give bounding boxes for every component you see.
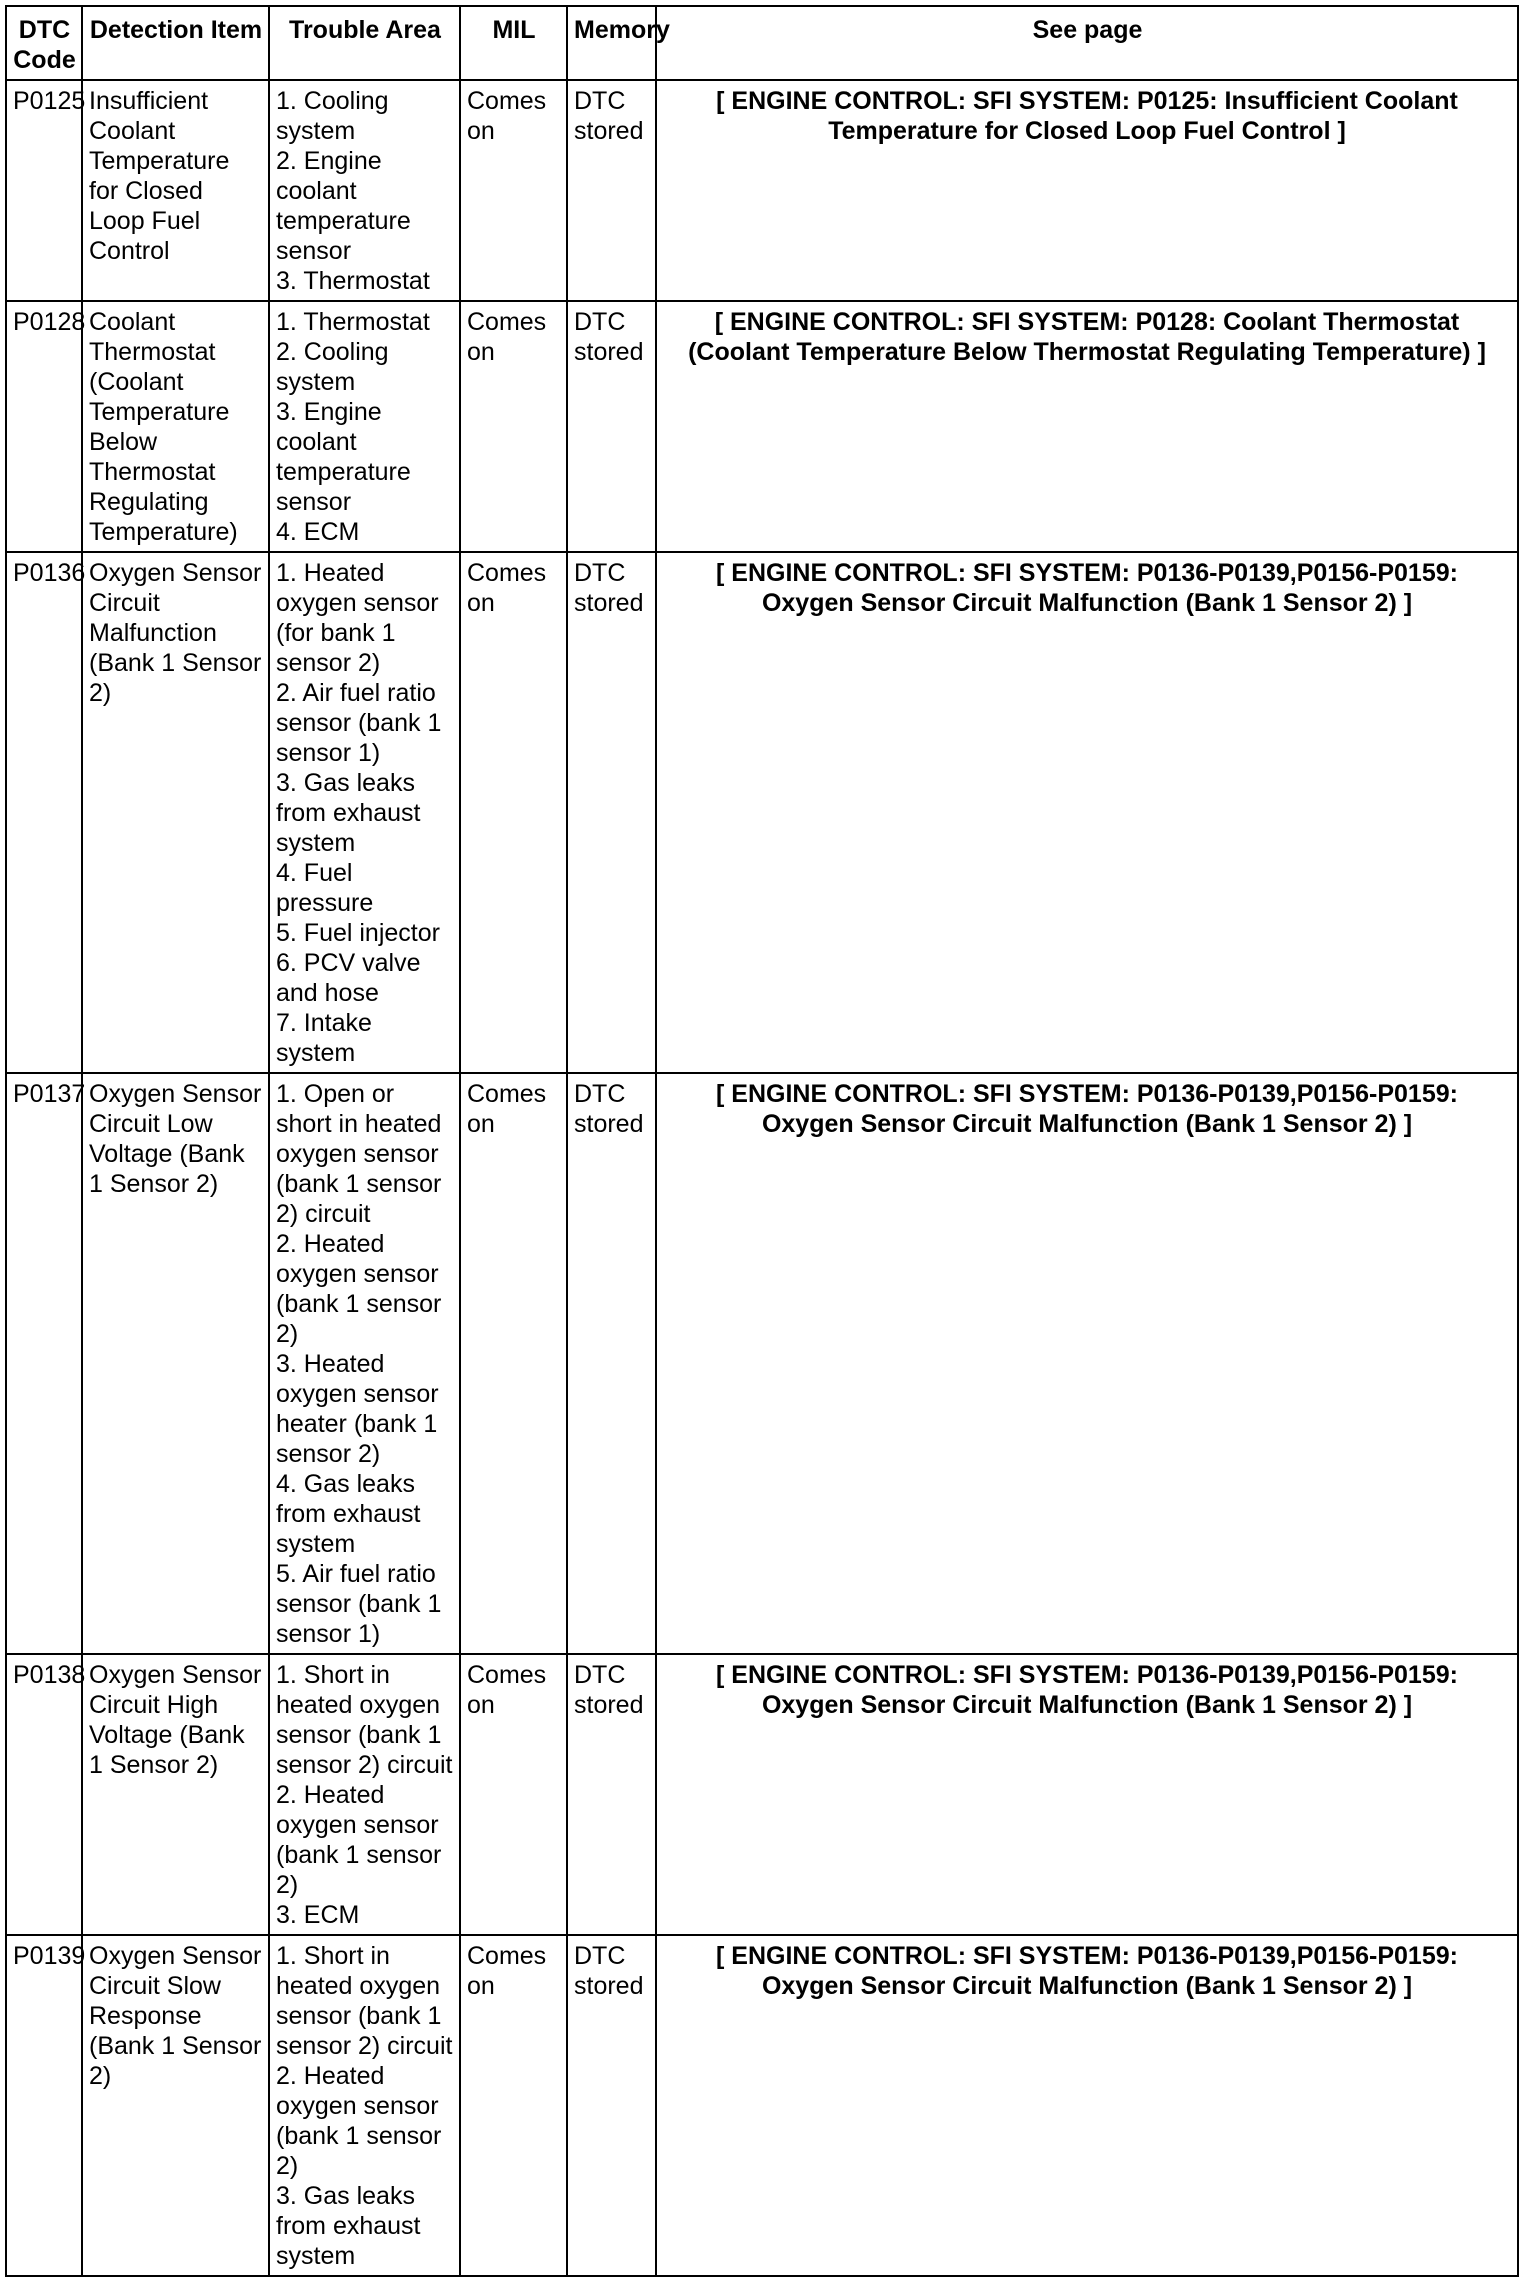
cell-memory: DTC stored	[567, 80, 656, 301]
cell-dtc-code: P0128	[6, 301, 82, 552]
cell-see-page: [ ENGINE CONTROL: SFI SYSTEM: P0136-P0139,P0156-P0159: Oxygen Sensor Circuit Malfunction (Bank 1 Sensor 2) ]	[656, 1073, 1518, 1654]
table-row	[6, 1935, 1518, 2276]
table-row	[6, 1654, 1518, 1935]
trouble-area-item: 1. Short in heated oxygen sensor (bank 1 sensor 2) circuit	[276, 1661, 453, 1779]
cell-see-page: [ ENGINE CONTROL: SFI SYSTEM: P0136-P0139,P0156-P0159: Oxygen Sensor Circuit Malfunction (Bank 1 Sensor 2) ]	[656, 1935, 1518, 2276]
cell-detection-item: Oxygen Sensor Circuit High Voltage (Bank 1 Sensor 2)	[82, 1654, 269, 1935]
cell-memory: DTC stored	[567, 552, 656, 1073]
trouble-area-item: 2. Heated oxygen sensor (bank 1 sensor 2)	[276, 1781, 442, 1899]
cell-dtc-code: P0139	[6, 1935, 82, 2276]
cell-trouble-area	[269, 301, 460, 552]
trouble-area-item: 2. Engine coolant temperature sensor	[276, 147, 411, 265]
trouble-area-item: 1. Heated oxygen sensor (for bank 1 sensor 2)	[276, 559, 439, 677]
trouble-area-item: 3. Gas leaks from exhaust system	[276, 2182, 421, 2270]
table-row	[6, 80, 1518, 301]
cell-detection-item: Insufficient Coolant Temperature for Closed Loop Fuel Control	[82, 80, 269, 301]
trouble-area-item: 5. Air fuel ratio sensor (bank 1 sensor 1)	[276, 1560, 442, 1648]
trouble-area-item: 3. Gas leaks from exhaust system	[276, 769, 421, 857]
header-mil: MIL	[460, 6, 567, 80]
cell-detection-item: Coolant Thermostat (Coolant Temperature Below Thermostat Regulating Temperature)	[82, 301, 269, 552]
trouble-area-item: 6. PCV valve and hose	[276, 949, 421, 1007]
cell-trouble-area	[269, 552, 460, 1073]
cell-trouble-area	[269, 1073, 460, 1654]
cell-dtc-code: P0137	[6, 1073, 82, 1654]
cell-memory: DTC stored	[567, 1935, 656, 2276]
trouble-area-item: 3. ECM	[276, 1901, 360, 1929]
trouble-area-item: 4. Gas leaks from exhaust system	[276, 1470, 421, 1558]
cell-memory: DTC stored	[567, 1073, 656, 1654]
header-row	[6, 6, 1518, 80]
header-memory: Memory	[567, 6, 656, 80]
cell-mil: Comes on	[460, 1073, 567, 1654]
cell-see-page: [ ENGINE CONTROL: SFI SYSTEM: P0125: Insufficient Coolant Temperature for Closed Loop Fuel Control ]	[656, 80, 1518, 301]
trouble-area-item: 2. Heated oxygen sensor (bank 1 sensor 2)	[276, 2062, 442, 2180]
trouble-area-item: 7. Intake system	[276, 1009, 372, 1067]
trouble-area-item: 3. Engine coolant temperature sensor	[276, 398, 411, 516]
cell-dtc-code: P0138	[6, 1654, 82, 1935]
cell-mil: Comes on	[460, 1935, 567, 2276]
header-trouble-area: Trouble Area	[269, 6, 460, 80]
document-page	[5, 5, 1519, 2277]
header-dtc-code-line1: DTC	[18, 16, 71, 44]
trouble-area-item: 1. Short in heated oxygen sensor (bank 1 sensor 2) circuit	[276, 1942, 453, 2060]
cell-see-page: [ ENGINE CONTROL: SFI SYSTEM: P0136-P0139,P0156-P0159: Oxygen Sensor Circuit Malfunction (Bank 1 Sensor 2) ]	[656, 1654, 1518, 1935]
trouble-area-item: 4. ECM	[276, 518, 360, 546]
trouble-area-item: 3. Heated oxygen sensor heater (bank 1 sensor 2)	[276, 1350, 439, 1468]
header-dtc-code-line2: Code	[13, 46, 76, 74]
cell-mil: Comes on	[460, 552, 567, 1073]
cell-see-page: [ ENGINE CONTROL: SFI SYSTEM: P0136-P0139,P0156-P0159: Oxygen Sensor Circuit Malfunction (Bank 1 Sensor 2) ]	[656, 552, 1518, 1073]
trouble-area-item: 2. Air fuel ratio sensor (bank 1 sensor 1)	[276, 679, 442, 767]
cell-trouble-area	[269, 80, 460, 301]
cell-detection-item: Oxygen Sensor Circuit Slow Response (Bank 1 Sensor 2)	[82, 1935, 269, 2276]
cell-memory: DTC stored	[567, 1654, 656, 1935]
cell-see-page: [ ENGINE CONTROL: SFI SYSTEM: P0128: Coolant Thermostat (Coolant Temperature Below Thermostat Regulating Temperature) ]	[656, 301, 1518, 552]
table-row	[6, 301, 1518, 552]
trouble-area-item: 1. Cooling system	[276, 87, 389, 145]
trouble-area-item: 2. Cooling system	[276, 338, 389, 396]
header-dtc-code	[6, 6, 82, 80]
cell-mil: Comes on	[460, 1654, 567, 1935]
trouble-area-item: 3. Thermostat	[276, 267, 430, 295]
cell-detection-item: Oxygen Sensor Circuit Malfunction (Bank 1 Sensor 2)	[82, 552, 269, 1073]
cell-memory: DTC stored	[567, 301, 656, 552]
cell-mil: Comes on	[460, 80, 567, 301]
trouble-area-item: 2. Heated oxygen sensor (bank 1 sensor 2)	[276, 1230, 442, 1348]
table-row	[6, 1073, 1518, 1654]
trouble-area-item: 1. Open or short in heated oxygen sensor (bank 1 sensor 2) circuit	[276, 1080, 442, 1228]
trouble-area-item: 1. Thermostat	[276, 308, 430, 336]
cell-dtc-code: P0136	[6, 552, 82, 1073]
header-see-page: See page	[656, 6, 1518, 80]
cell-dtc-code: P0125	[6, 80, 82, 301]
table-row	[6, 552, 1518, 1073]
trouble-area-item: 5. Fuel injector	[276, 919, 440, 947]
header-detection-item: Detection Item	[82, 6, 269, 80]
cell-trouble-area	[269, 1935, 460, 2276]
cell-detection-item: Oxygen Sensor Circuit Low Voltage (Bank 1 Sensor 2)	[82, 1073, 269, 1654]
cell-trouble-area	[269, 1654, 460, 1935]
trouble-area-item: 4. Fuel pressure	[276, 859, 374, 917]
cell-mil: Comes on	[460, 301, 567, 552]
dtc-table	[5, 5, 1519, 2277]
